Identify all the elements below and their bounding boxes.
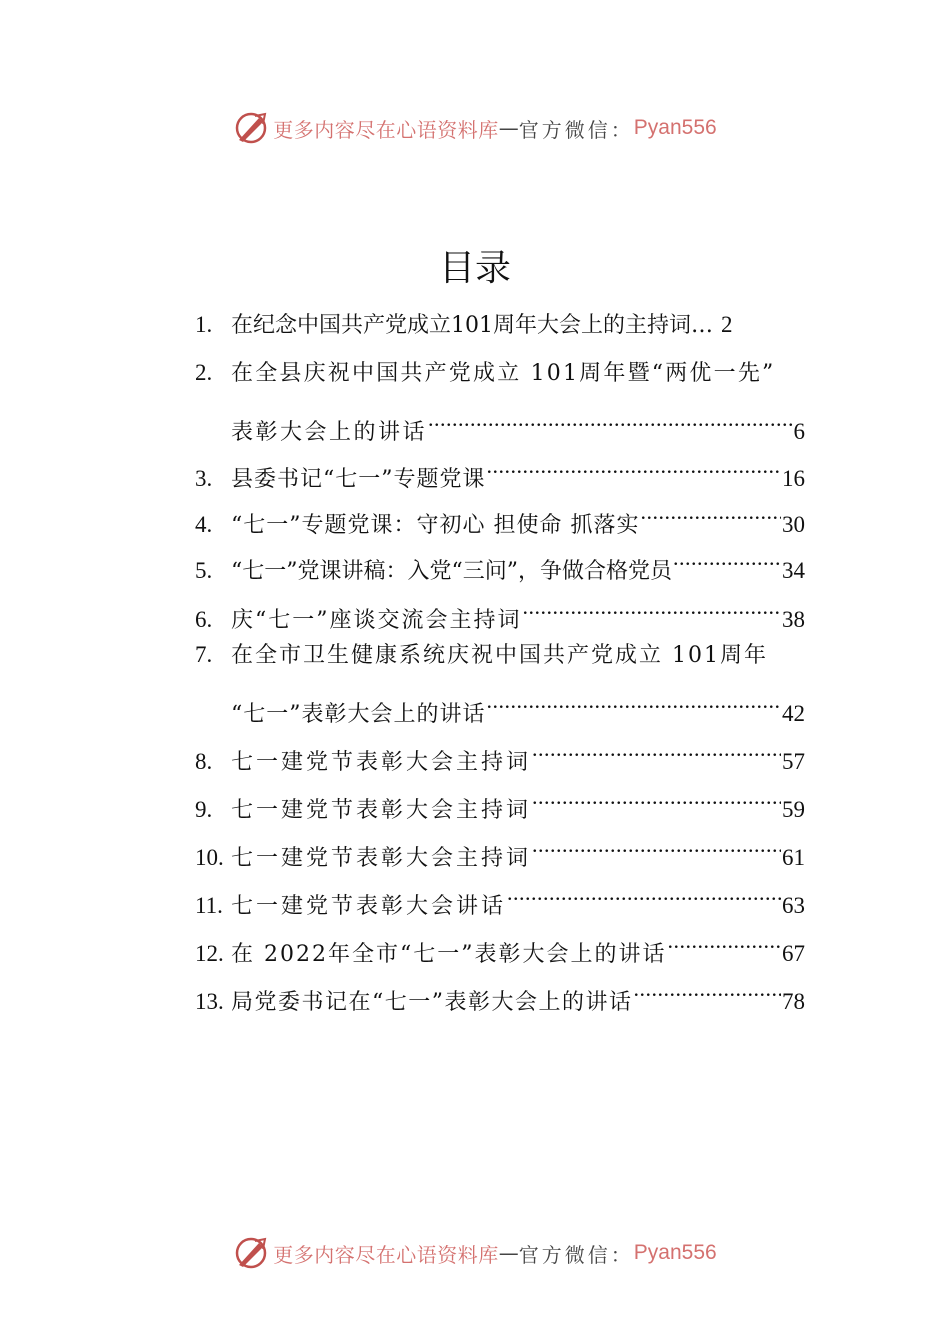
toc-number: 9. [195, 797, 213, 822]
banner-wechat-label: 官方微信： [518, 1242, 634, 1267]
toc-number: 1. [195, 312, 213, 337]
toc-title: 在纪念中国共产党成立101周年大会上的主持词… [231, 313, 713, 338]
toc-entry[interactable] [195, 353, 805, 393]
toc-number: 5. [195, 558, 213, 583]
toc-number: 2. [195, 360, 213, 385]
page-title: 目录 [438, 248, 511, 289]
toc-title: “七一”党课讲稿：入党“三问”，争做合格党员 [231, 559, 672, 584]
toc-number: 11. [195, 893, 223, 918]
toc-entry[interactable] [195, 305, 805, 345]
toc-page: 78 [782, 989, 805, 1014]
toc-title: 县委书记“七一”专题党课 [231, 467, 486, 492]
toc-leader-dots [428, 399, 792, 439]
toc-number: 7. [195, 642, 213, 667]
banner-main-text: 更多内容尽在心语资料库 [273, 1242, 499, 1267]
toc-page: 2 [721, 312, 733, 337]
toc-page: 57 [782, 749, 805, 774]
toc-title: 七一建党节表彰大会主持词 [231, 798, 532, 823]
toc-title: 在 2022年全市“七一”表彰大会上的讲话 [231, 942, 667, 967]
banner-wechat-id: Pyan556 [633, 116, 717, 139]
toc-page: 38 [782, 607, 805, 632]
toc-entry[interactable] [195, 969, 805, 1015]
banner-wechat-id: Pyan556 [633, 1241, 717, 1264]
toc-number: 10. [195, 845, 224, 870]
toc-leader-dots [523, 587, 782, 627]
toc-entry[interactable] [195, 635, 805, 675]
toc-leader-dots [667, 921, 781, 961]
toc-leader-dots [532, 825, 781, 865]
footer-banner [0, 1233, 950, 1273]
toc-leader-dots [634, 969, 782, 1009]
banner-main-text: 更多内容尽在心语资料库 [273, 117, 499, 142]
toc-number: 6. [195, 607, 213, 632]
header-banner [0, 108, 950, 148]
toc-page: 30 [782, 512, 805, 537]
toc-page: 6 [793, 419, 805, 444]
quill-logo-icon [233, 1235, 269, 1271]
toc-entry[interactable] [195, 587, 805, 633]
toc-entry[interactable] [195, 729, 805, 775]
banner-dash: — [498, 1241, 519, 1265]
toc-leader-dots [507, 873, 781, 913]
toc-number: 4. [195, 512, 213, 537]
toc-page: 63 [782, 893, 805, 918]
toc-title: 在全县庆祝中国共产党成立 101周年暨“两优一先” [231, 361, 776, 386]
toc-entry[interactable] [195, 921, 805, 967]
toc-entry[interactable] [195, 825, 805, 871]
toc-leader-dots [487, 446, 782, 486]
toc-number: 12. [195, 941, 224, 966]
toc-page: 59 [782, 797, 805, 822]
toc-leader-dots [640, 492, 781, 532]
toc-entry[interactable] [195, 446, 805, 492]
toc-entry[interactable] [195, 873, 805, 919]
toc-page: 34 [782, 558, 805, 583]
toc-leader-dots [532, 729, 781, 769]
toc-title-continued: 表彰大会上的讲话 [231, 420, 428, 445]
toc-leader-dots [673, 538, 781, 578]
toc-number: 13. [195, 989, 224, 1014]
toc-entry[interactable] [195, 538, 805, 584]
toc-entry[interactable] [195, 777, 805, 823]
quill-logo-icon [233, 110, 269, 146]
toc-number: 3. [195, 466, 213, 491]
toc-entry-continuation[interactable] [195, 399, 805, 445]
banner-wechat-label: 官方微信： [518, 117, 634, 142]
toc-number: 8. [195, 749, 213, 774]
banner-dash: — [498, 116, 519, 140]
toc-title: “七一”专题党课：守初心 担使命 抓落实 [231, 513, 640, 538]
toc-title: 七一建党节表彰大会主持词 [231, 846, 532, 871]
toc-entry[interactable] [195, 492, 805, 538]
toc-leader-dots [487, 681, 782, 721]
toc-title: 在全市卫生健康系统庆祝中国共产党成立 101周年 [231, 643, 768, 668]
toc-title: 局党委书记在“七一”表彰大会上的讲话 [231, 990, 633, 1015]
toc-page: 16 [782, 466, 805, 491]
toc-leader-dots [532, 777, 781, 817]
toc-title: 七一建党节表彰大会主持词 [231, 750, 532, 775]
toc-page: 67 [782, 941, 805, 966]
toc-title: 七一建党节表彰大会讲话 [231, 894, 507, 919]
toc-page: 42 [782, 701, 805, 726]
toc-entry-continuation[interactable] [195, 681, 805, 727]
toc-page: 61 [782, 845, 805, 870]
toc-title: 庆“七一”座谈交流会主持词 [231, 608, 522, 633]
toc-title-continued: “七一”表彰大会上的讲话 [231, 702, 486, 727]
